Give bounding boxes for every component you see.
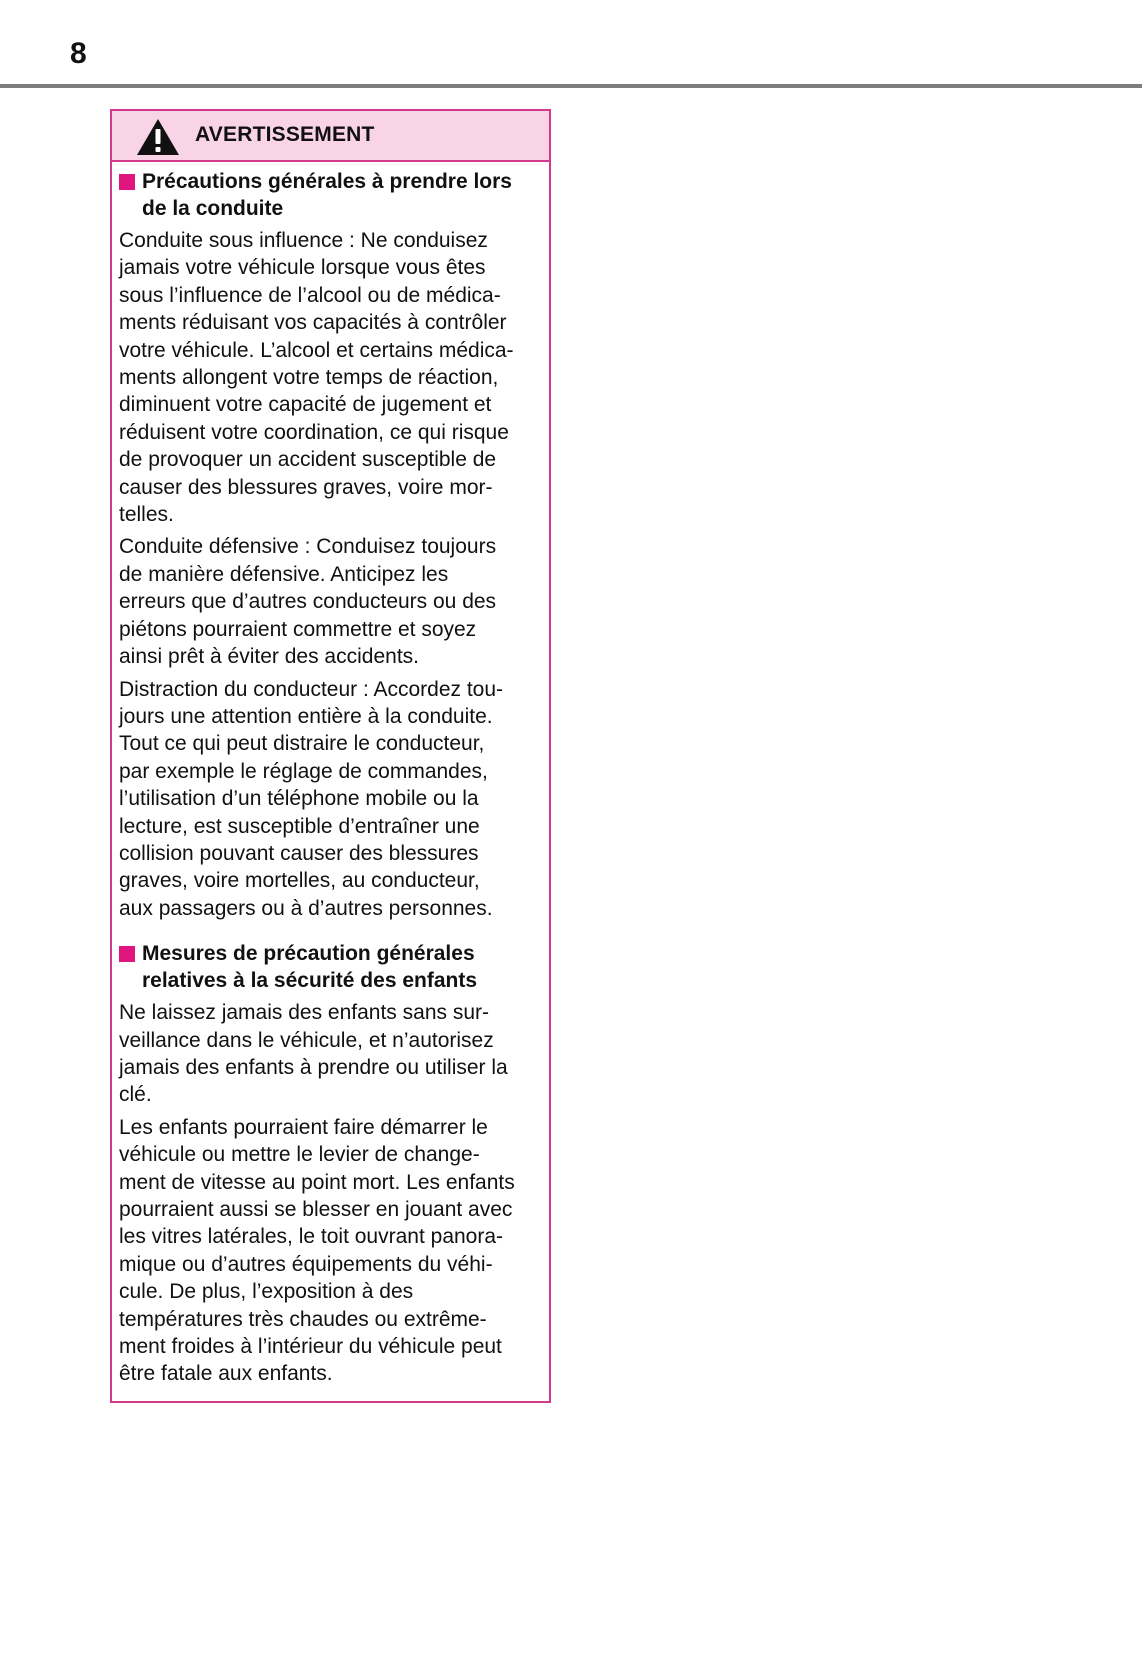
text-line: ainsi prêt à éviter des accidents. — [119, 645, 419, 669]
warning-body — [112, 162, 549, 1388]
section-child-safety — [119, 940, 543, 1388]
heading-line: de la conduite — [142, 197, 284, 220]
text-line: telles. — [119, 503, 174, 527]
heading-line: relatives à la sécurité des enfants — [142, 969, 478, 993]
text-line: votre véhicule. L’alcool et certains médica- — [119, 338, 514, 362]
square-bullet-icon — [119, 174, 135, 190]
text-line: de manière défensive. Anticipez les — [119, 562, 449, 586]
text-line: les vitres latérales, le toit ouvrant panora- — [119, 1225, 504, 1249]
text-line: clé. — [119, 1083, 152, 1107]
text-line: cule. De plus, l’exposition à des — [119, 1280, 414, 1304]
text-line: lecture, est susceptible d’entraîner une — [119, 814, 480, 838]
text-line: Conduite défensive : Conduisez toujours — [119, 535, 497, 559]
text-line: sous l’influence de l’alcool ou de médica- — [119, 283, 501, 307]
text-line: ment froides à l’intérieur du véhicule peut — [119, 1335, 502, 1359]
paragraph-driving-under-influence — [119, 227, 543, 528]
text-line: Distraction du conducteur : Accordez tou- — [119, 677, 504, 701]
text-line: graves, voire mortelles, au conducteur, — [119, 869, 480, 893]
text-line: de provoquer un accident susceptible de — [119, 448, 497, 472]
text-line: jamais des enfants à prendre ou utiliser la — [119, 1055, 508, 1079]
text-line: causer des blessures graves, voire mor- — [119, 475, 493, 499]
warning-header — [112, 111, 549, 162]
header-rule — [0, 84, 1142, 88]
text-line: ment de vitesse au point mort. Les enfants — [119, 1170, 515, 1194]
square-bullet-icon — [119, 946, 135, 962]
text-line: ments réduisant vos capacités à contrôler — [119, 311, 507, 335]
section-driving-precautions — [119, 168, 543, 922]
text-line: diminuent votre capacité de jugement et — [119, 393, 492, 417]
text-line: Tout ce qui peut distraire le conducteur, — [119, 732, 485, 756]
text-line: piétons pourraient commettre et soyez — [119, 617, 477, 641]
warning-triangle-icon — [136, 118, 180, 156]
text-line: Conduite sous influence : Ne conduisez — [119, 229, 488, 252]
text-line: ments allongent votre temps de réaction, — [119, 366, 499, 390]
text-line: réduisent votre coordination, ce qui risque — [119, 420, 509, 444]
text-line: Ne laissez jamais des enfants sans sur- — [119, 1001, 489, 1025]
text-line: jamais votre véhicule lorsque vous êtes — [119, 256, 486, 280]
text-line: erreurs que d’autres conducteurs ou des — [119, 590, 497, 614]
text-line: pourraient aussi se blesser en jouant avec — [119, 1198, 513, 1221]
paragraph-driver-distraction — [119, 676, 543, 923]
text-line: collision pouvant causer des blessures — [119, 841, 479, 865]
text-line: températures très chaudes ou extrême- — [119, 1307, 487, 1331]
warning-title: AVERTISSEMENT — [195, 123, 375, 146]
paragraph-defensive-driving — [119, 533, 543, 670]
text-line: véhicule ou mettre le levier de change- — [119, 1143, 480, 1167]
text-line: être fatale aux enfants. — [119, 1362, 333, 1386]
text-line: aux passagers ou à d’autres personnes. — [119, 896, 493, 920]
warning-box — [110, 109, 551, 1403]
text-line: l’utilisation d’un téléphone mobile ou la — [119, 787, 479, 811]
section-heading — [119, 168, 543, 222]
text-line: mique ou d’autres équipements du véhi- — [119, 1252, 493, 1276]
paragraph-children-risks — [119, 1114, 543, 1388]
text-line: jours une attention entière à la conduite. — [119, 704, 493, 728]
heading-line: Mesures de précaution générales — [142, 942, 475, 966]
paragraph-unattended-children — [119, 999, 543, 1109]
heading-line: Précautions générales à prendre lors — [142, 170, 512, 193]
text-line: veillance dans le véhicule, et n’autorisez — [119, 1028, 494, 1052]
text-line: par exemple le réglage de commandes, — [119, 759, 488, 783]
page-number: 8 — [70, 37, 87, 70]
text-line: Les enfants pourraient faire démarrer le — [119, 1115, 488, 1139]
section-heading — [119, 940, 543, 994]
